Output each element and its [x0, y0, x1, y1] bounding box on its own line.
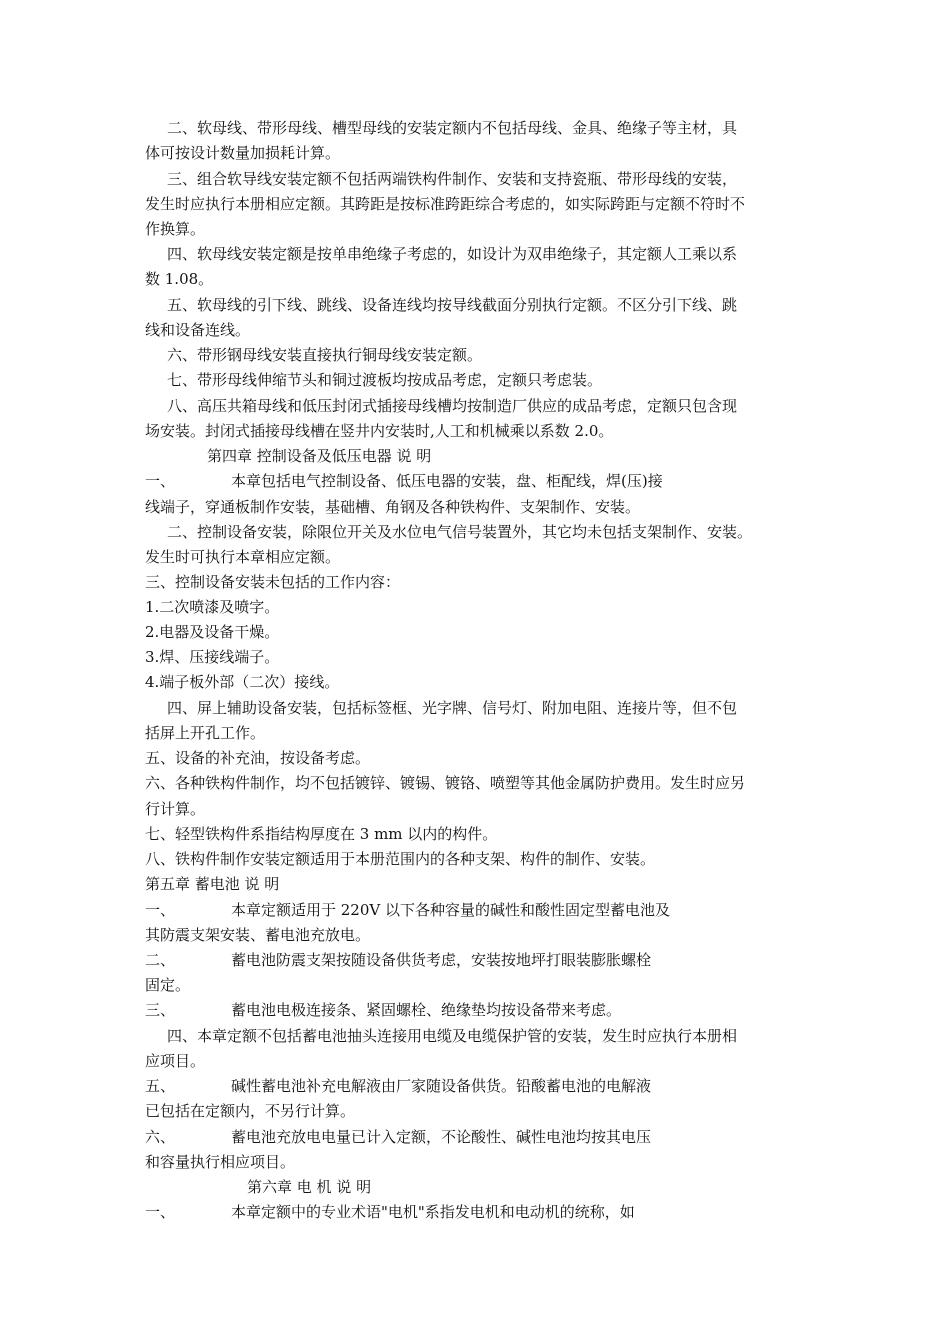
- text-line: 本章定额中的专业术语"电机"系指发电机和电动机的统称，如: [231, 1203, 635, 1221]
- text-line: 五、软母线的引下线、跳线、设备连线均按导线截面分别执行定额。不区分引下线、跳: [167, 296, 738, 314]
- text-line: 三、组合软导线安装定额不包括两端铁构件制作、安装和支持瓷瓶、带形母线的安装，: [167, 170, 738, 188]
- text-line: 蓄电池充放电电量已计入定额，不论酸性、碱性电池均按其电压: [231, 1128, 652, 1146]
- text-line: 其防震支架安装、蓄电池充放电。: [145, 926, 371, 944]
- text-line: 蓄电池防震支架按随设备供货考虑，安装按地坪打眼装膨胀螺栓: [231, 951, 652, 969]
- text-line: 七、轻型铁构件系指结构厚度在 3 mm 以内的构件。: [145, 825, 498, 843]
- text-line: 3.焊、压接线端子。: [145, 648, 280, 666]
- text-line: 八、铁构件制作安装定额适用于本册范围内的各种支架、构件的制作、安装。: [145, 850, 656, 868]
- text-line: 四、屏上辅助设备安装，包括标签框、光字牌、信号灯、附加电阻、连接片等，但不包: [167, 699, 738, 717]
- text-line: 六、带形钢母线安装直接执行铜母线安装定额。: [167, 346, 483, 364]
- text-line: 数 1.08。: [145, 270, 214, 288]
- chapter-heading: 第六章 电 机 说 明: [247, 1178, 372, 1196]
- chapter-heading: 第五章 蓄电池 说 明: [145, 875, 280, 893]
- text-line: 七、带形母线伸缩节头和铜过渡板均按成品考虑，定额只考虑装。: [167, 371, 603, 389]
- text-line: 和容量执行相应项目。: [145, 1153, 296, 1171]
- text-line: 发生时应执行本册相应定额。其跨距是按标准跨距综合考虑的，如实际跨距与定额不符时不: [145, 195, 746, 213]
- chapter-heading: 第四章 控制设备及低压电器 说 明: [207, 447, 432, 465]
- text-line: 三、控制设备安装未包括的工作内容：: [145, 573, 401, 591]
- text-line: 五、设备的补充油，按设备考虑。: [145, 749, 371, 767]
- text-line: 括屏上开孔工作。: [145, 724, 266, 742]
- text-line: 固定。: [145, 976, 191, 994]
- text-line: 四、本章定额不包括蓄电池抽头连接用电缆及电缆保护管的安装，发生时应执行本册相: [167, 1027, 738, 1045]
- list-marker: 三、: [145, 1001, 176, 1019]
- list-marker: 五、: [145, 1077, 176, 1095]
- text-line: 2.电器及设备干燥。: [145, 623, 280, 641]
- text-line: 线和设备连线。: [145, 321, 251, 339]
- text-line: 体可按设计数量加损耗计算。: [145, 144, 341, 162]
- text-line: 场安装。封闭式插接母线槽在竖井内安装时,人工和机械乘以系数 2.0。: [145, 422, 614, 440]
- text-line: 应项目。: [145, 1052, 206, 1070]
- text-line: 四、软母线安装定额是按单串绝缘子考虑的，如设计为双串绝缘子，其定额人工乘以系: [167, 245, 738, 263]
- list-marker: 一、: [145, 1203, 176, 1221]
- list-marker: 一、: [145, 901, 176, 919]
- text-line: 线端子，穿通板制作安装，基础槽、角钢及各种铁构件、支架制作、安装。: [145, 498, 641, 516]
- list-marker: 一、: [145, 472, 176, 490]
- text-line: 蓄电池电极连接条、紧固螺栓、绝缘垫均按设备带来考虑。: [231, 1001, 622, 1019]
- text-line: 4.端子板外部（二次）接线。: [145, 673, 340, 691]
- text-line: 1.二次喷漆及喷字。: [145, 598, 280, 616]
- text-line: 本章包括电气控制设备、低压电器的安装，盘、柜配线，焊(压)接: [231, 472, 663, 490]
- text-line: 已包括在定额内，不另行计算。: [145, 1102, 356, 1120]
- list-marker: 二、: [145, 951, 176, 969]
- text-line: 八、高压共箱母线和低压封闭式插接母线槽均按制造厂供应的成品考虑，定额只包含现: [167, 397, 738, 415]
- text-line: 六、各种铁构件制作，均不包括镀锌、镀锡、镀铬、喷塑等其他金属防护费用。发生时应另: [145, 774, 746, 792]
- text-line: 本章定额适用于 220V 以下各种容量的碱性和酸性固定型蓄电池及: [231, 901, 671, 919]
- text-line: 二、软母线、带形母线、槽型母线的安装定额内不包括母线、金具、绝缘子等主材，具: [167, 119, 738, 137]
- text-line: 作换算。: [145, 220, 206, 238]
- text-line: 二、控制设备安装，除限位开关及水位电气信号装置外，其它均未包括支架制作、安装。: [167, 523, 753, 541]
- text-line: 碱性蓄电池补充电解液由厂家随设备供货。铅酸蓄电池的电解液: [231, 1077, 652, 1095]
- text-line: 发生时可执行本章相应定额。: [145, 548, 341, 566]
- list-marker: 六、: [145, 1128, 176, 1146]
- text-line: 行计算。: [145, 800, 206, 818]
